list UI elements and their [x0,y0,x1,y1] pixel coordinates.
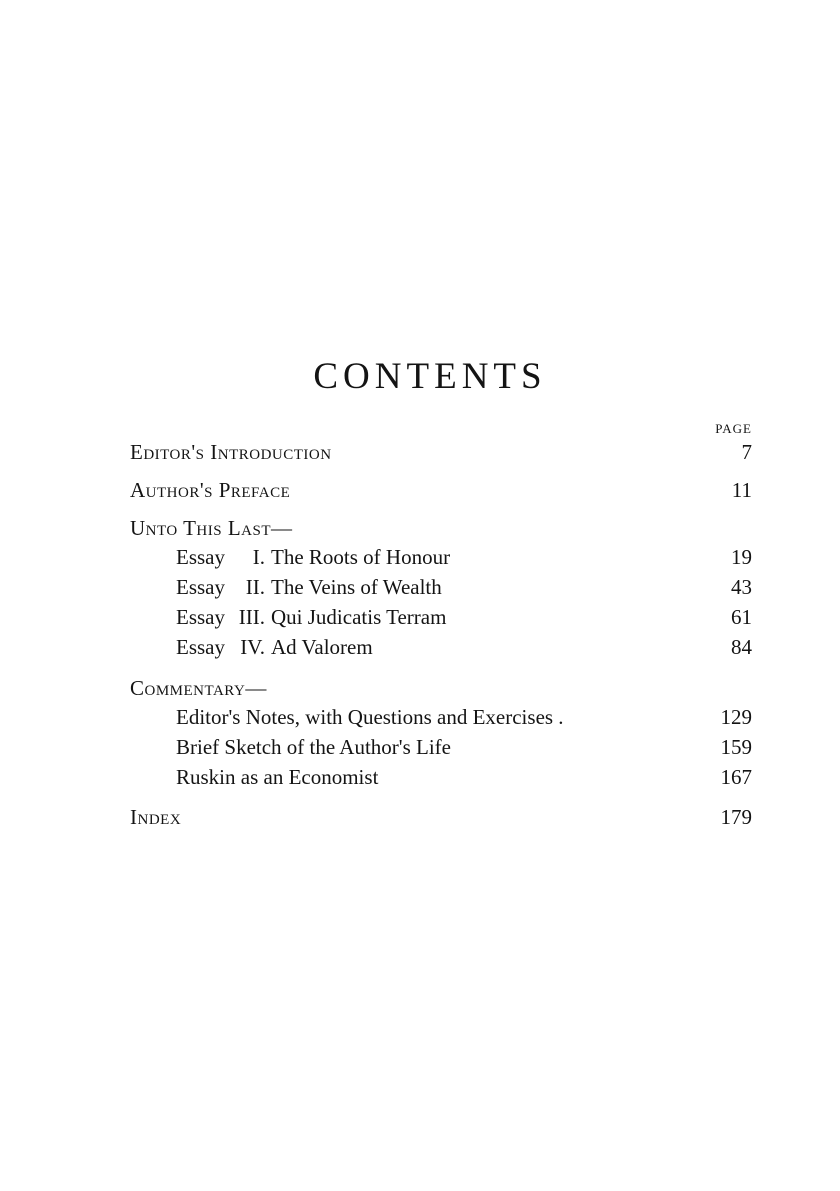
toc-entry-label: Editor's Notes, with Questions and Exercises . [176,705,564,729]
toc-entry-essay-1 [130,543,752,571]
toc-section-unto-this-last [130,514,752,542]
toc-entry-page: 159 [720,735,752,759]
toc-entry-label [176,543,450,571]
toc-entry-label [176,603,446,631]
toc-entry-page: 43 [731,575,752,599]
toc-entry-page: 84 [731,635,752,659]
toc-entry-label [176,633,373,661]
toc-entry-label [176,573,442,601]
toc-entry-editors-introduction [130,438,752,466]
essay-title: The Roots of Honour [271,545,451,569]
toc-entry-essay-2 [130,573,752,601]
toc-entry-page: 7 [741,440,752,464]
toc-entry-page: 61 [731,605,752,629]
essay-numeral: III. [238,605,265,629]
page-column-label: PAGE [715,421,752,436]
essay-title: Qui Judicatis Terram [271,605,447,629]
toc-entry-page: 11 [731,478,752,502]
essay-title: The Veins of Wealth [271,575,442,599]
toc-entry-label: Editor's Introduction [130,440,332,464]
toc-entry-essay-3 [130,603,752,631]
essay-prefix: Essay [176,545,225,569]
toc-entry-essay-4 [130,633,752,661]
essay-title: Ad Valorem [271,635,373,659]
toc-section-commentary [130,674,752,702]
toc-entry-ruskin-economist [130,763,752,791]
toc-entry-brief-sketch [130,733,752,761]
toc-entry-page: 129 [720,705,752,729]
toc-entry-page: 167 [720,765,752,789]
toc-entry-authors-preface [130,476,752,504]
essay-prefix: Essay [176,605,225,629]
toc-entry-page: 179 [720,805,752,829]
toc-entry-label: Index [130,805,182,829]
toc-entry-index [130,803,752,831]
toc-entry-label: Brief Sketch of the Author's Life [176,735,451,759]
essay-prefix: Essay [176,635,225,659]
toc-entry-label: Ruskin as an Economist [176,765,379,789]
toc-section-label: Commentary— [130,676,267,700]
page-title: CONTENTS [313,356,547,397]
essay-numeral: I. [252,545,265,569]
toc-section-label: Unto This Last— [130,516,293,540]
toc-entry-page: 19 [731,545,752,569]
toc-entry-label: Author's Preface [130,478,291,502]
toc-entry-editors-notes [130,703,752,731]
essay-prefix: Essay [176,575,225,599]
essay-numeral: IV. [240,635,265,659]
essay-numeral: II. [245,575,265,599]
